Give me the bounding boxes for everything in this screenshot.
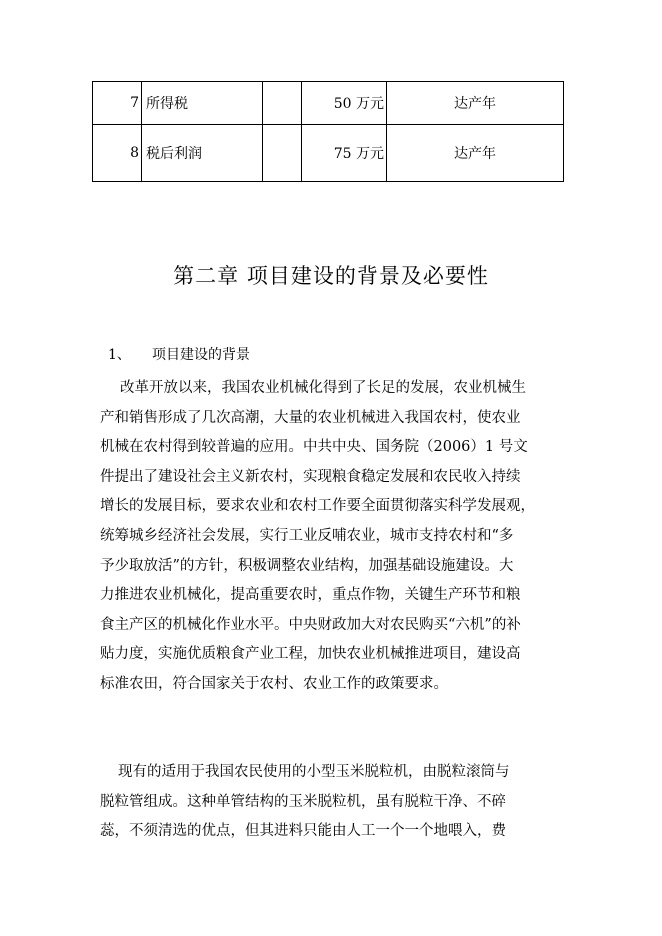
table-row [93, 125, 564, 182]
paragraph-line: 改革开放以来，我国农业机械化得到了长足的发展，农业机械生 [120, 380, 526, 396]
row-value: 75 万元 [302, 125, 387, 182]
row-note: 达产年 [387, 125, 564, 182]
section-number: 1、 [108, 347, 131, 363]
section-heading [108, 344, 250, 364]
row-item-name: 所得税 [142, 82, 263, 125]
row-number: 7 [93, 82, 142, 125]
paragraph-background [100, 374, 560, 700]
paragraph-line: 产和销售形成了几次高潮，大量的农业机械进入我国农村，使农业 [100, 409, 521, 426]
paragraph-line: 予少取放活”的方针，积极调整农业结构，加强基础设施建设。大 [100, 557, 514, 574]
paragraph-existing-machines [100, 758, 560, 847]
paragraph-line: 增长的发展目标，要求农业和农村工作要全面贯彻落实科学发展观， [100, 498, 535, 515]
section-title: 项目建设的背景 [152, 347, 250, 363]
paragraph-line: 脱粒管组成。这种单管结构的玉米脱粒机，虽有脱粒干净、不碎 [100, 793, 506, 810]
row-value: 50 万元 [302, 82, 387, 125]
table-row [93, 82, 564, 125]
paragraph-line: 蕊，不须清选的优点，但其进料只能由人工一个一个地喂入，费 [100, 823, 506, 840]
paragraph-line: 件提出了建设社会主义新农村，实现粮食稳定发展和农民收入持续 [100, 468, 521, 485]
paragraph-line: 机械在农村得到较普遍的应用。中共中央、国务院（2006）1 号文 [100, 439, 528, 456]
empty-cell [263, 125, 302, 182]
paragraph-line: 食主产区的机械化作业水平。中央财政加大对农民购买“六机”的补 [100, 616, 521, 633]
row-note: 达产年 [387, 82, 564, 125]
empty-cell [263, 82, 302, 125]
chapter-title: 第二章 项目建设的背景及必要性 [173, 264, 489, 288]
paragraph-line: 贴力度，实施优质粮食产业工程，加快农业机械推进项目，建设高 [100, 646, 521, 663]
paragraph-line: 现有的适用于我国农民使用的小型玉米脱粒机，由脱粒滚筒与 [118, 764, 510, 780]
row-item-name: 税后利润 [142, 125, 263, 182]
paragraph-line: 标准农田，符合国家关于农村、农业工作的政策要求。 [100, 675, 448, 692]
row-number: 8 [93, 125, 142, 182]
summary-table [92, 81, 564, 182]
paragraph-line: 力推进农业机械化，提高重要农时，重点作物，关键生产环节和粮 [100, 587, 521, 604]
paragraph-line: 统筹城乡经济社会发展，实行工业反哺农业，城市支持农村和“多 [100, 527, 514, 544]
